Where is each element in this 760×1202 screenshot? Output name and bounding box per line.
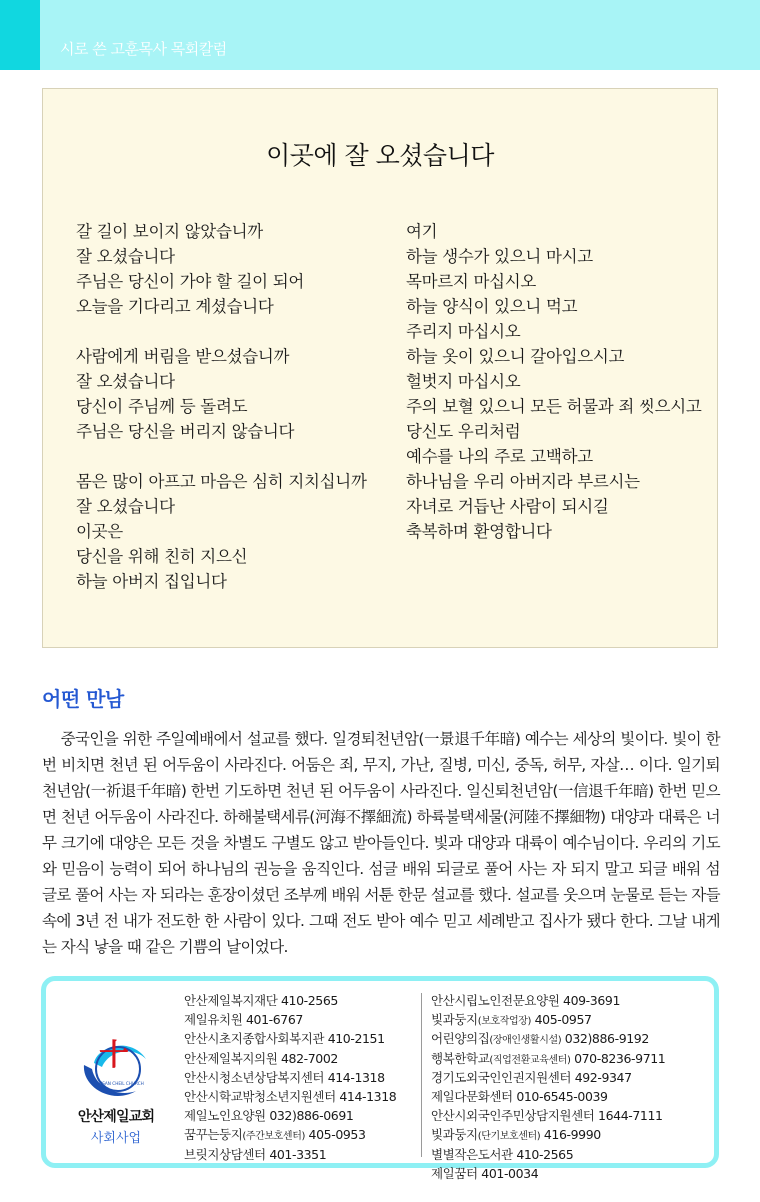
entry-name: 제일유치원 (184, 1012, 243, 1028)
poem-line: 주님은 당신이 가야 할 길이 되어 (76, 272, 305, 291)
entry-name: 안산시외국인주민상담지원센터 (431, 1108, 595, 1124)
entry-name: 빛과둥지 (431, 1012, 478, 1028)
entry-phone: 414-1318 (339, 1088, 397, 1104)
entry-phone: 414-1318 (327, 1069, 385, 1085)
poem-line: 예수를 나의 주로 고백하고 (406, 447, 593, 466)
stanza-gap (76, 319, 367, 344)
directory-entry (431, 1010, 665, 1029)
entry-phone: 492-9347 (574, 1069, 632, 1085)
poem-line: 하늘 옷이 있으니 갈아입으시고 (406, 347, 625, 366)
poem-line: 잘 오셨습니다 (76, 372, 175, 391)
article-body: 중국인을 위한 주일예배에서 설교를 했다. 일경퇴천년암(一景退千年暗) 예수는 세상의 빛이다. 빛이 한 번 비치면 천년 된 어두움이 사라진다. 어둠은 죄, 무지, 가난, 질병, 미신, 중독, 허무, 자살… 이다. 일기퇴천년암(一祈退千年暗) 한번 기도하면 천년 된 어두움이 사라진다. 일신퇴천년암(一信退千年暗) 한번 믿으면 천년 어두움이 사라진다. 하해불택세류(河海不擇細流) 하륙불택세물(河陸不擇細物) 대양과 대륙은 너무 크기에 대양은 모든 것을 차별도 구별도 않고 받아들인다. 빛과 대양과 대륙이 예수님이다. 우리의 기도와 믿음이 능력이 되어 하나님의 권능을 움직인다. 섬글 배워 되글로 풀어 사는 자 되지 말고 되글 배워 섬글로 풀어 사는 자 되라는 훈장이셨던 조부께 배워 서툰 한문 설교를 했다. 설교를 웃으며 눈물로 듣는 자들 속에 3년 전 내가 전도한 한 사람이 있다. 그때 전도 받아 예수 믿고 세례받고 집사가 됐다 한다. 그날 내게는 자식 낳을 때 같은 기쁨의 날이었다. (42, 730, 720, 956)
poem-line: 갈 길이 보이지 않았습니까 (76, 222, 263, 241)
entry-note: (단기보호센터) (477, 1131, 541, 1143)
directory-entry (431, 1125, 665, 1144)
logo-text: ANSAN CHEIL CHURCH (96, 1081, 144, 1086)
poem-line: 하늘 아버지 집입니다 (76, 572, 227, 591)
stanza-gap (76, 444, 367, 469)
church-logo-icon (74, 1025, 156, 1105)
entry-name: 빛과둥지 (431, 1127, 478, 1143)
entry-name: 경기도외국인인권지원센터 (431, 1069, 572, 1085)
directory-entry (184, 1087, 396, 1106)
entry-name: 안산제일복지의원 (184, 1050, 278, 1066)
directory-entry (431, 1029, 665, 1048)
entry-name: 제일꿈터 (431, 1165, 478, 1181)
entry-name: 안산시립노인전문요양원 (431, 993, 560, 1008)
poem-box (42, 88, 718, 648)
poem-line: 여기 (406, 222, 438, 241)
entry-name: 별별작은도서관 (431, 1146, 513, 1162)
entry-note: (보호작업장) (477, 1016, 532, 1028)
entry-note: (장애인생활시설) (489, 1035, 562, 1047)
column-series-title: 시로 쓴 고훈목사 목회칼럼 (60, 40, 227, 58)
directory-box (41, 976, 719, 1181)
directory-entry (431, 1049, 665, 1068)
directory-entry (184, 1068, 396, 1087)
entry-phone: 070-8236-9711 (574, 1050, 666, 1066)
directory-divider (421, 993, 422, 1157)
directory-entry (431, 1087, 665, 1106)
header-tab-accent (0, 0, 40, 70)
directory-entry (184, 1106, 396, 1125)
poem-line: 주의 보혈 있으니 모든 허물과 죄 씻으시고 (406, 397, 702, 416)
directory-entry (184, 991, 396, 1010)
entry-name: 꿈꾸는둥지 (184, 1127, 243, 1143)
entry-phone: 401-6767 (245, 1012, 303, 1028)
poem-line: 당신도 우리처럼 (406, 422, 521, 441)
entry-name: 안산시청소년상담복지센터 (184, 1069, 325, 1085)
poem-title: 이곳에 잘 오셨습니다 (266, 141, 494, 170)
entry-phone: 401-3351 (269, 1146, 327, 1162)
directory-entry (431, 1164, 665, 1183)
poem-line: 사람에게 버림을 받으셨습니까 (76, 347, 290, 366)
entry-note: (직업전환교육센터) (489, 1054, 571, 1066)
entry-phone: 032)886-9192 (564, 1031, 649, 1047)
poem-line: 하늘 생수가 있으니 마시고 (406, 247, 593, 266)
entry-name: 안산시초지종합사회복지관 (184, 1031, 325, 1047)
poem-line: 헐벗지 마십시오 (406, 372, 521, 391)
entry-phone: 410-2565 (516, 1146, 574, 1162)
poem-line: 이곳은 (76, 522, 123, 541)
entry-phone: 405-0957 (534, 1012, 592, 1028)
entry-phone: 405-0953 (308, 1127, 366, 1143)
entry-phone: 1644-7111 (598, 1108, 663, 1124)
directory-entry (184, 1125, 396, 1144)
entry-phone: 401-0034 (481, 1165, 539, 1181)
entry-name: 제일노인요양원 (184, 1108, 266, 1124)
entry-phone: 482-7002 (280, 1050, 338, 1066)
entry-name: 제일다문화센터 (431, 1088, 513, 1104)
entry-name: 행복한학교 (431, 1050, 490, 1066)
poem-line: 몸은 많이 아프고 마음은 심히 지치십니까 (76, 472, 367, 491)
org-subtitle: 사회사업 (90, 1131, 142, 1146)
poem-left-column (76, 219, 367, 594)
poem-line: 자녀로 거듭난 사람이 되시길 (406, 497, 609, 516)
entry-phone: 416-9990 (543, 1127, 601, 1143)
poem-line: 당신을 위해 친히 지으신 (76, 547, 248, 566)
poem-line: 축복하며 환영합니다 (406, 522, 552, 541)
entry-name: 안산제일복지재단 (184, 993, 278, 1008)
entry-name: 안산시학교밖청소년지원센터 (184, 1088, 336, 1104)
poem-line: 하나님을 우리 아버지라 부르시는 (406, 472, 640, 491)
directory-entry (431, 1145, 665, 1164)
poem-line: 목마르지 마십시오 (406, 272, 537, 291)
directory-entry (184, 1049, 396, 1068)
section-heading: 어떤 만남 (42, 687, 124, 711)
poem-line: 잘 오셨습니다 (76, 497, 175, 516)
entry-name: 어린양의집 (431, 1031, 490, 1047)
entry-phone: 410-2151 (327, 1031, 385, 1047)
poem-line: 잘 오셨습니다 (76, 247, 175, 266)
entry-phone: 010-6545-0039 (516, 1088, 608, 1104)
entry-name: 브릿지상담센터 (184, 1146, 266, 1162)
poem-line: 주님은 당신을 버리지 않습니다 (76, 422, 295, 441)
directory-entry (431, 1106, 665, 1125)
entry-note: (주간보호센터) (242, 1131, 305, 1143)
poem-line: 오늘을 기다리고 계셨습니다 (76, 297, 274, 316)
directory-column-1 (184, 991, 396, 1164)
entry-phone: 032)886-0691 (269, 1108, 354, 1124)
entry-phone: 410-2565 (280, 993, 338, 1008)
directory-entry (184, 1145, 396, 1164)
directory-entry (431, 991, 665, 1010)
logo-cross-mark: 十 (99, 1038, 129, 1073)
directory-column-2 (431, 991, 665, 1183)
poem-line: 주리지 마십시오 (406, 322, 521, 341)
poem-right-column (406, 219, 702, 544)
header-bar (0, 0, 760, 70)
directory-entry (431, 1068, 665, 1087)
entry-phone: 409-3691 (563, 993, 620, 1008)
poem-line: 하늘 양식이 있으니 먹고 (406, 297, 578, 316)
poem-line: 당신이 주님께 등 돌려도 (76, 397, 248, 416)
org-name: 안산제일교회 (77, 1109, 155, 1125)
directory-entry (184, 1029, 396, 1048)
directory-entry (184, 1010, 396, 1029)
